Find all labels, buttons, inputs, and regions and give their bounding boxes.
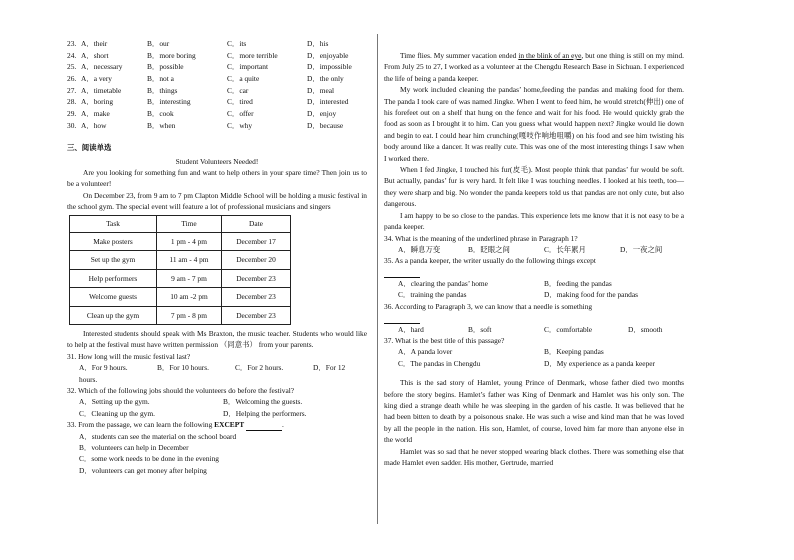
option-b[interactable]: B．For 10 hours. (157, 363, 209, 373)
passage-a-p2: On December 23, from 9 am to 7 pm Clapton Middle School will be holding a music festival in the school gym. The special event will feature a lot of professional musicians and singers (67, 190, 367, 212)
question-32-options-cd (67, 408, 367, 419)
table-header: Date (222, 215, 291, 232)
question-31-options (67, 362, 367, 373)
question-32-stem: 32. Which of the following jobs should the volunteers do before the festival? (67, 386, 295, 396)
cloze-row (67, 120, 367, 132)
passage-c-p2: Hamlet was so sad that he never stopped wearing black clothes. There was something else that made Hamlet even sadder. His mother, Gertrude, married (384, 446, 684, 468)
passage-a-title: Student Volunteers Needed! (175, 156, 259, 166)
question-37-options-cd (384, 358, 684, 369)
table-header: Time (157, 215, 222, 232)
question-36-options (384, 324, 684, 335)
column-divider (377, 34, 378, 524)
option-a[interactable]: A．hard (398, 324, 424, 334)
table-cell: 10 am -2 pm (157, 288, 222, 307)
answer-blank[interactable] (384, 269, 420, 278)
cloze-row (67, 73, 367, 85)
table-cell: December 17 (222, 232, 291, 251)
option-a[interactable]: A．how (81, 120, 107, 130)
cloze-row (67, 61, 367, 73)
cloze-row (67, 85, 367, 97)
question-number: 30. (67, 120, 77, 130)
question-34-options (384, 244, 684, 255)
option-c[interactable]: C．offer (227, 109, 254, 119)
option-b[interactable]: B．feeding the pandas (544, 279, 612, 289)
question-number: 29. (67, 109, 77, 119)
table-cell: Welcome guests (70, 288, 157, 307)
question-34-stem: 34. What is the meaning of the underlined phrase in Paragraph 1? (384, 233, 578, 243)
table-row (70, 269, 291, 288)
option-c[interactable]: C．some work needs to be done in the evening (79, 454, 219, 464)
passage-b-p3: When I fed Jingke, I touched his fur(皮毛). Most people think that pandas’ fur would be soft. But actually, pandas’ fur is very hard. It felt like I was touching needles. I looked at his teeth, too—they were sharp and big. No wonder the panda keepers told us that pandas are not only cute, but also dangerous. (384, 165, 684, 209)
table-cell: Help performers (70, 269, 157, 288)
option-d[interactable]: D．his (307, 39, 329, 48)
table-row (70, 251, 291, 270)
option-c[interactable]: C．more terrible (227, 50, 278, 60)
table-cell: December 20 (222, 251, 291, 270)
option-d[interactable]: D．impossible (307, 62, 352, 72)
question-number: 23. (67, 39, 77, 48)
question-31-stem: 31. How long will the music festival last? (67, 351, 191, 361)
option-b[interactable]: B．possible (147, 62, 184, 72)
table-cell: Clean up the gym (70, 306, 157, 325)
table-cell: 9 am - 7 pm (157, 269, 222, 288)
table-cell: December 23 (222, 288, 291, 307)
passage-b-p2: My work included cleaning the pandas’ home,feeding the pandas and making food for them. The panda I took care of was named Jingke. When I went to feed him, he would stretch(伸出) one of his forefeet out on a shelf that hung on the fence and wait for his food. He would quickly grab the food as soon as I brought it to him. Can you guess what would happen next? Jingke would lie down and begin to eat. I could hear him crunching(嘎吱作响地咀嚼) on his food and see him twisting his body around like a dancer. It was really cute. This was one of the most interesting things I saw when I worked there. (384, 85, 684, 163)
question-35-options-ab (384, 278, 684, 289)
answer-blank-row (384, 267, 684, 278)
cloze-row (67, 38, 367, 50)
option-d[interactable]: D．making food for the pandas (544, 290, 639, 300)
spacer (384, 369, 684, 377)
option-b[interactable]: B．Keeping pandas (544, 347, 604, 357)
table-row (70, 232, 291, 251)
question-32-options-ab (67, 396, 367, 407)
table-row (70, 306, 291, 325)
option-a[interactable]: A．clearing the pandas’ home (398, 279, 488, 289)
option-d[interactable]: D．interested (307, 97, 349, 107)
option-a[interactable]: A．students can see the material on the school board (79, 431, 237, 441)
option-b[interactable]: B．more boring (147, 50, 196, 60)
option-b[interactable]: B．volunteers can help in December (79, 443, 189, 453)
option-c[interactable]: C．Cleaning up the gym. (79, 408, 155, 418)
option-a[interactable]: A．short (81, 50, 109, 60)
left-column (67, 38, 367, 476)
question-number: 25. (67, 62, 77, 72)
volunteer-task-table (69, 215, 291, 326)
table-cell: December 23 (222, 306, 291, 325)
question-37-options-ab (384, 346, 684, 357)
table-cell: December 23 (222, 269, 291, 288)
option-c[interactable]: C．tired (227, 97, 253, 107)
option-a[interactable]: A．make (81, 109, 110, 119)
option-a[interactable]: A．a very (81, 74, 112, 84)
option-d-continued: hours. (79, 374, 98, 384)
option-b[interactable]: B．Welcoming the guests. (223, 397, 303, 407)
option-d[interactable]: D．meal (307, 85, 335, 95)
option-a[interactable]: A．timetable (81, 85, 122, 95)
passage-a-p3: Interested students should speak with Ms Braxton, the music teacher. Students who would like to help at the festival must have written permission （同意书） from your parents. (67, 329, 367, 350)
option-b[interactable]: B．soft (468, 324, 492, 334)
underlined-phrase: in the blink of an eye (518, 51, 582, 60)
question-36-stem: 36. According to Paragraph 3, we can know that a needle is something (384, 301, 593, 311)
passage-c-p1: This is the sad story of Hamlet, young Prince of Denmark, whose father died two months before the story begins. Hamlet’s father was King of Denmark and Hamlet was his only son. The king died a strange death while he was sleeping in the garden of his castle. It was believed that he had been bitten to death by a poisonous snake. He was such a wise and kind man that he was loved by all the people in the nation. His son, Hamlet, of course, loved him far more than anyone else in the world (384, 378, 684, 445)
option-b[interactable]: B．things (147, 85, 178, 95)
answer-blank[interactable] (384, 315, 420, 324)
option-a[interactable]: A．瞬息万变 (398, 244, 441, 254)
option-b[interactable]: B．cook (147, 109, 174, 119)
question-35-stem: 35. As a panda keeper, the writer usually do the following things except (384, 256, 596, 266)
option-d[interactable]: D．For 12 (313, 363, 346, 373)
option-d[interactable]: D．volunteers can get money after helping (79, 465, 207, 475)
question-number: 24. (67, 50, 77, 60)
option-b[interactable]: B．not a (147, 74, 174, 84)
table-cell: 7 pm - 8 pm (157, 306, 222, 325)
answer-blank-row (384, 312, 684, 323)
option-a[interactable]: A．Setting up the gym. (79, 397, 150, 407)
option-d[interactable]: D．一夜之间 (620, 244, 663, 254)
question-37-stem: 37. What is the best title of this passage? (384, 336, 505, 346)
question-number: 26. (67, 74, 77, 84)
question-35-options-cd (384, 289, 684, 300)
option-d[interactable]: D．enjoy (307, 109, 337, 119)
cloze-row (67, 96, 367, 108)
option-c[interactable]: C．长年累月 (544, 244, 586, 254)
section-title: 三、阅读单选 (67, 142, 112, 152)
option-c[interactable]: C．car (227, 85, 249, 95)
table-row (70, 288, 291, 307)
option-c[interactable]: C．its (227, 39, 247, 48)
option-a[interactable]: A．their (81, 39, 108, 48)
option-a[interactable]: A．For 9 hours. (79, 363, 128, 373)
option-c[interactable]: C．why (227, 120, 253, 130)
keyword-needles: needles (577, 176, 600, 186)
question-number: 27. (67, 85, 77, 95)
right-column (384, 50, 684, 469)
option-d[interactable]: D．because (307, 120, 344, 130)
except-keyword: EXCEPT (214, 420, 245, 430)
cloze-options (67, 38, 367, 132)
option-b[interactable]: B．interesting (147, 97, 191, 107)
cloze-row (67, 50, 367, 62)
table-cell: 11 am - 4 pm (157, 251, 222, 270)
option-d[interactable]: D．My experience as a panda keeper (544, 358, 656, 368)
option-d[interactable]: D．enjoyable (307, 50, 349, 60)
option-d[interactable]: D．the only (307, 74, 344, 84)
option-a[interactable]: A．A panda lover (398, 347, 453, 357)
option-a[interactable]: A．necessary (81, 62, 123, 72)
option-c[interactable]: C．training the pandas (398, 290, 467, 300)
passage-b-p1: Time flies. My summer vacation ended in the blink of an eye, but one thing is still on my mind. From July 25 to 27, I worked as a volunteer at the Chengdu Research Base in Sichuan. I experienced the life of being a panda keeper. (384, 51, 684, 83)
passage-a-p1: Are you looking for something fun and want to help others in your spare time? Then join us to be a volunteer! (67, 167, 367, 189)
table-header: Task (70, 215, 157, 232)
option-b[interactable]: B．when (147, 120, 176, 130)
option-d[interactable]: D．Helping the performers. (223, 408, 307, 418)
cloze-row (67, 108, 367, 120)
question-number: 28. (67, 97, 77, 107)
option-c[interactable]: C．important (227, 62, 269, 72)
table-cell: Set up the gym (70, 251, 157, 270)
answer-blank[interactable] (246, 422, 282, 431)
option-c[interactable]: C．comfortable (544, 324, 593, 334)
option-a[interactable]: A．boring (81, 97, 114, 107)
option-d[interactable]: D．smooth (628, 324, 663, 334)
option-b[interactable]: B．our (147, 39, 170, 48)
passage-b-p4: I am happy to be so close to the pandas. This experience lets me know that it is not easy to be a panda keeper. (384, 210, 684, 232)
option-b[interactable]: B．眨眼之间 (468, 244, 510, 254)
table-cell: 1 pm - 4 pm (157, 232, 222, 251)
option-c[interactable]: C．The pandas in Chengdu (398, 358, 481, 368)
question-33-stem: 33. From the passage, we can learn the following EXCEPT . (67, 420, 284, 430)
option-c[interactable]: C．a quite (227, 74, 260, 84)
table-cell: Make posters (70, 232, 157, 251)
option-c[interactable]: C．For 2 hours. (235, 363, 284, 373)
